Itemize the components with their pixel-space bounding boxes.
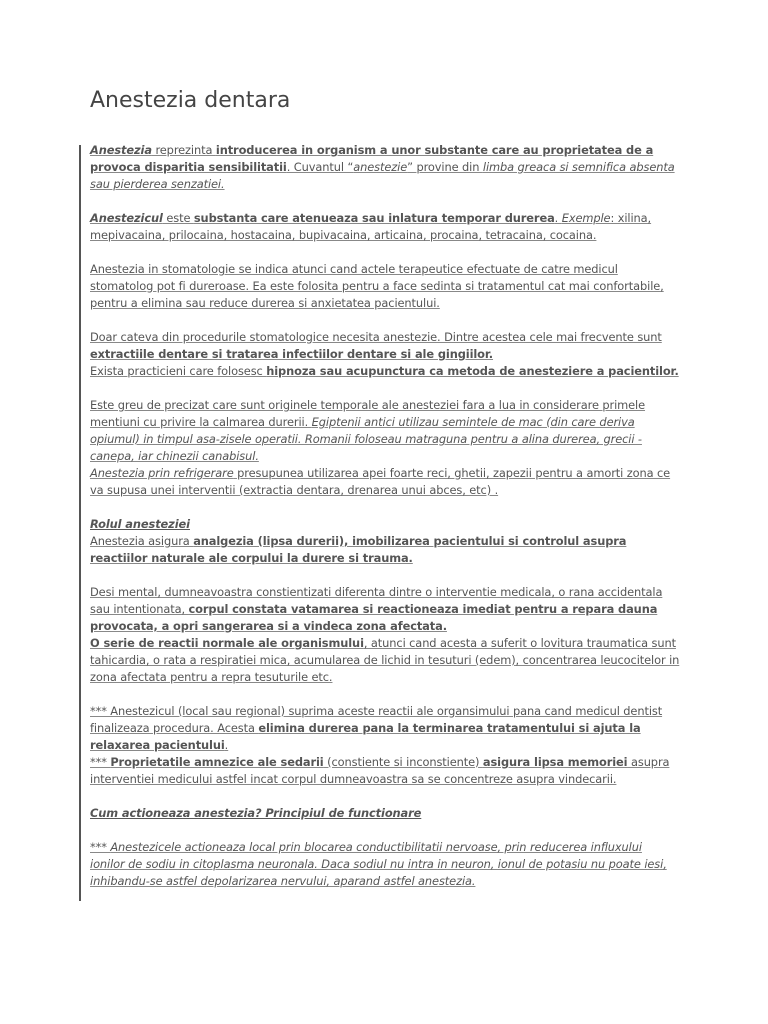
paragraph-indications: Anestezia in stomatologie se indica atunci cand actele terapeutice efectuate de catre medicul stomatolog pot fi dureroase. Ea este folosita pentru a face sedinta si tratamentul cat mai confortabile, pentru a elimina sau reduce durerea si anxietatea pacientului. bbox=[90, 262, 664, 310]
bold-text: Proprietatile amnezice ale sedarii bbox=[110, 755, 324, 769]
text: Anestezia asigura bbox=[90, 534, 194, 548]
italic-text: anestezie bbox=[353, 160, 408, 174]
heading-cum-actioneaza: Cum actioneaza anestezia? Principiul de functionare bbox=[90, 806, 422, 820]
italic-text: Anestezicele actioneaza local prin blocarea conductibilitatii nervoase, prin reducerea influxului ionilor de sodiu in citoplasma neuronala. Daca sodiul nu intra in neuron, ionul de potasiu nu poate iesi, inhibandu-se astfel depolarizarea nervului, aparand astfel anestezia. bbox=[90, 840, 667, 888]
text: . bbox=[224, 738, 229, 752]
line-refrigerare bbox=[90, 465, 680, 499]
text: ” provine din bbox=[407, 160, 483, 174]
term-anestezicul: Anestezicul bbox=[90, 211, 163, 225]
text: : xilina, mepivacaina, prilocaina, hostacaina, bupivacaina, articaina, procaina, tetracaina, cocaina. bbox=[90, 211, 652, 242]
margin-bar bbox=[79, 145, 81, 901]
paragraph-rolul bbox=[90, 516, 680, 567]
text: (constiente si inconstiente) bbox=[323, 755, 483, 769]
bold-text: corpul constata vatamarea si reactioneaza imediat pentru a repara dauna provocata, a opri sangerarea si a vindeca zona afectata. bbox=[90, 602, 658, 633]
italic-text: Egiptenii antici utilizau semintele de mac (din care deriva opiumul) in timpul asa-zisele operatii. Romanii foloseau matraguna pentru a alina durerea, grecii - canepa, iar chinezii canabisul. bbox=[90, 415, 642, 463]
paragraph-heading-principle bbox=[90, 805, 680, 822]
text: *** bbox=[90, 755, 111, 769]
text: reprezinta bbox=[151, 143, 216, 157]
line-practicieni bbox=[90, 363, 680, 380]
text: presupunea utilizarea apei foarte reci, ghetii, zapezii pentru a amorti zona ce va supusa unei interventii (extractia dentara, drenarea unui abces, etc) . bbox=[90, 466, 671, 497]
text: asupra interventiei medicului astfel incat corpul dumneavoastra sa se concentreze asupra vindecarii. bbox=[90, 755, 670, 786]
bold-text: extractiile dentare si tratarea infectiilor dentare si ale gingiilor. bbox=[90, 347, 494, 361]
paragraph-history bbox=[90, 397, 680, 499]
bold-text: analgezia (lipsa durerii), imobilizarea pacientului si controlul asupra reactiilor naturale ale corpului la durere si trauma. bbox=[90, 534, 627, 565]
line-amnezice bbox=[90, 754, 680, 788]
paragraph-reactions bbox=[90, 584, 680, 686]
paragraph-anestezicul-effects bbox=[90, 703, 680, 788]
paragraph-procedures bbox=[90, 329, 680, 380]
text: , atunci cand acesta a suferit o lovitura traumatica sunt tahicardia, o rata a respiratiei mica, acumularea de lichid in tesuturi (edem), concentrarea leucocitelor in zona afectata pentru a repra tesuturile etc. bbox=[90, 636, 680, 684]
bold-text: O serie de reactii normale ale organismului bbox=[90, 636, 364, 650]
italic-text: limba greaca si semnifica absenta sau pierderea senzatiei. bbox=[90, 160, 675, 191]
text: Exista practicieni care folosesc bbox=[90, 364, 267, 378]
italic-text: Anestezia prin refrigerare bbox=[90, 466, 234, 480]
text: *** Anestezicul (local sau regional) suprima aceste reactii ale organsimului pana cand medicul dentist finalizeaza procedura. Acesta bbox=[90, 704, 663, 735]
paragraph-mechanism bbox=[90, 839, 680, 890]
page-title: Anestezia dentara bbox=[90, 88, 291, 113]
term-anestezia: Anestezia bbox=[90, 143, 152, 157]
bold-text: hipnoza sau acupunctura ca metoda de anesteziere a pacientilor. bbox=[266, 364, 679, 378]
text: . bbox=[554, 211, 562, 225]
italic-text: Exemple bbox=[561, 211, 611, 225]
text: Este greu de precizat care sunt originele temporale ale anesteziei fara a lua in considerare primele mentiuni cu privire la calmarea durerii. bbox=[90, 398, 646, 429]
text: Doar cateva din procedurile stomatologice necesita anestezie. Dintre acestea cele mai frecvente sunt bbox=[90, 330, 662, 344]
text: Desi mental, dumneavoastra constientizati diferenta dintre o interventie medicala, o rana accidentala sau intentionata, bbox=[90, 585, 663, 616]
bold-text: substanta care atenueaza sau inlatura temporar durerea bbox=[193, 211, 555, 225]
text: este bbox=[162, 211, 194, 225]
heading-rolul-anesteziei: Rolul anesteziei bbox=[90, 517, 190, 531]
text: . Cuvantul “ bbox=[286, 160, 354, 174]
paragraph-anestezia-definition bbox=[90, 142, 680, 193]
document-body bbox=[90, 142, 680, 907]
bold-text: elimina durerea pana la terminarea tratamentului si ajuta la relaxarea pacientului bbox=[90, 721, 641, 752]
bold-text: asigura lipsa memoriei bbox=[482, 755, 628, 769]
bold-text: introducerea in organism a unor substante care au proprietatea de a provoca disparitia sensibilitatii bbox=[90, 143, 654, 174]
line-reactii bbox=[90, 635, 680, 686]
text: *** bbox=[90, 840, 111, 854]
paragraph-anestezicul-definition bbox=[90, 210, 680, 244]
